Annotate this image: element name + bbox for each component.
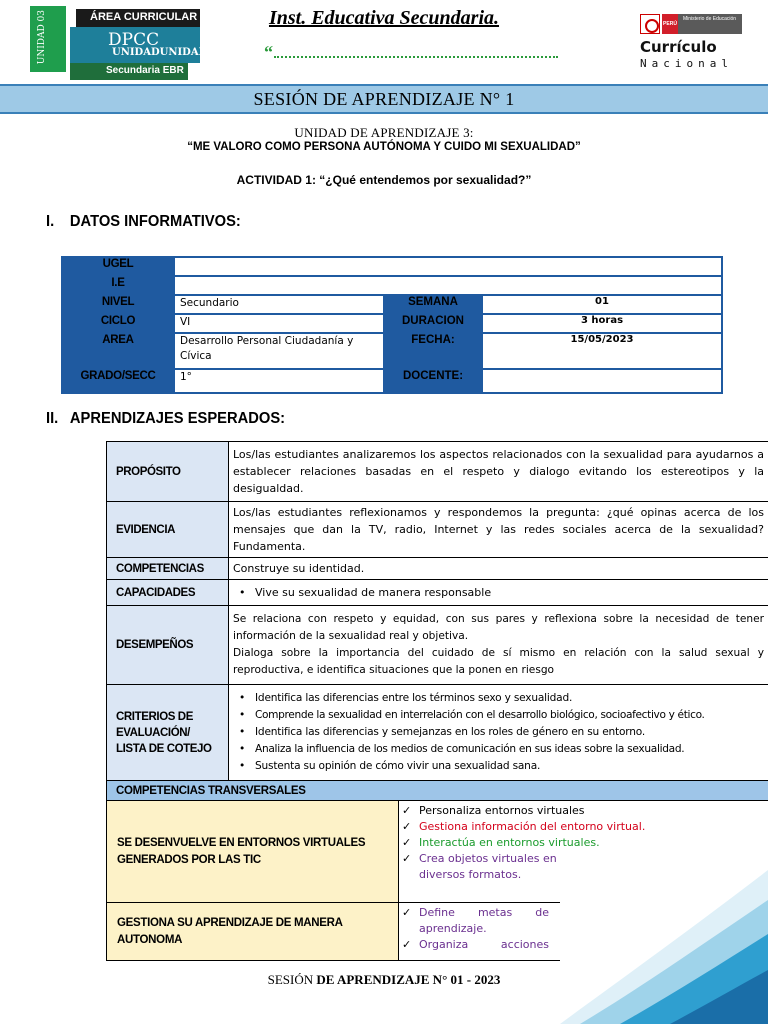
gestiona-competencia-label bbox=[107, 903, 399, 961]
badge-level-label: Secundaria EBR bbox=[70, 63, 188, 80]
criterios-label bbox=[107, 685, 229, 781]
table-row bbox=[107, 580, 768, 606]
list-item: ✓ Gestiona información del entorno virtual. bbox=[399, 819, 768, 835]
table-row bbox=[107, 781, 768, 801]
duracion-label: DURACION bbox=[384, 314, 482, 333]
list-item: ✓ Define metas de aprendizaje. bbox=[399, 905, 549, 937]
badge-unidad-text: UNIDADUNIDADO bbox=[112, 47, 216, 58]
section-aprendizajes-heading bbox=[46, 410, 285, 428]
section-number: II. bbox=[46, 410, 59, 427]
list-item: ✓ Interactúa en entornos virtuales. bbox=[399, 835, 768, 851]
table-row bbox=[62, 276, 722, 295]
section-number: I. bbox=[46, 213, 55, 230]
footer-session-number: DE APRENDIZAJE N° 01 - 2023 bbox=[313, 972, 501, 987]
transversales-header: COMPETENCIAS TRANSVERSALES bbox=[107, 781, 768, 801]
datos-informativos-table bbox=[61, 256, 723, 394]
desempenos-paragraph: Se relaciona con respeto y equidad, con sus pares y reflexiona sobre la necesidad de tener información de la sexualidad real y objetiva. bbox=[233, 613, 765, 642]
ie-value bbox=[174, 276, 722, 295]
fecha-label: FECHA: bbox=[384, 333, 482, 369]
table-row bbox=[107, 606, 768, 685]
table-row bbox=[62, 295, 722, 314]
badge-dpcc-block bbox=[70, 27, 216, 63]
area-value: Desarrollo Personal Ciudadanía y Cívica bbox=[174, 333, 384, 369]
session-title: SESIÓN DE APRENDIZAJE N° 1 bbox=[253, 89, 515, 109]
badge-dpcc-text: DPCC bbox=[108, 30, 160, 50]
duracion-value: 3 horas bbox=[482, 314, 722, 333]
competencias-text: Construye su identidad. bbox=[229, 558, 768, 580]
unit-name: “ME VALORO COMO PERSONA AUTÓNOMA Y CUIDO MI SEXUALIDAD” bbox=[187, 141, 581, 153]
table-row bbox=[107, 442, 768, 502]
motto-dotted-line bbox=[274, 48, 558, 58]
section-title: APRENDIZAJES ESPERADOS: bbox=[69, 410, 286, 427]
list-item: ✓ Crea objetos virtuales en diversos formatos. bbox=[399, 851, 569, 883]
list-item: • Comprende la sexualidad en interrelación con el desarrollo biológico, socioafectivo y ético. bbox=[233, 707, 764, 724]
activity-title: ACTIVIDAD 1: “¿Qué entendemos por sexualidad?” bbox=[236, 173, 532, 187]
logo-nacional-text: Nacional bbox=[640, 57, 733, 70]
list-item: ✓ Personaliza entornos virtuales bbox=[399, 803, 768, 819]
desempenos-label: DESEMPEÑOS bbox=[107, 606, 229, 685]
logo-ministry-label: Ministerio de Educación bbox=[678, 14, 742, 34]
fecha-value: 15/05/2023 bbox=[482, 333, 722, 369]
list-item: • Analiza la influencia de los medios de comunicación en sus ideas sobre la sexualidad. bbox=[233, 741, 764, 758]
ie-label: I.E bbox=[62, 276, 174, 295]
competencias-label: COMPETENCIAS bbox=[107, 558, 229, 580]
list-item: • Identifica las diferencias y semejanzas en los roles de género en su entorno. bbox=[233, 724, 764, 741]
list-item: • Vive su sexualidad de manera responsable bbox=[233, 584, 764, 601]
criterios-label-line: CRITERIOS DE bbox=[116, 710, 193, 723]
motto-quote-mark: “ bbox=[264, 42, 273, 62]
institution-name: Inst. Educativa Secundaria. bbox=[268, 7, 500, 29]
badge-area-label: ÁREA CURRICULAR bbox=[76, 9, 200, 27]
unit-label: UNIDAD DE APRENDIZAJE 3: bbox=[294, 125, 474, 140]
curriculo-nacional-logo bbox=[636, 14, 746, 74]
table-row bbox=[62, 257, 722, 276]
logo-peru-label: PERÚ bbox=[662, 14, 678, 34]
ciclo-value: VI bbox=[174, 314, 384, 333]
nivel-label: NIVEL bbox=[62, 295, 174, 314]
semana-value: 01 bbox=[482, 295, 722, 314]
area-label: AREA bbox=[62, 333, 174, 369]
motto-line bbox=[264, 42, 558, 68]
list-item: ✓ Organiza acciones bbox=[399, 937, 549, 953]
wave-graphic bbox=[560, 860, 768, 1024]
criterios-label-line: EVALUACIÓN/ bbox=[116, 726, 190, 739]
table-row bbox=[107, 558, 768, 580]
evidencia-label: EVIDENCIA bbox=[107, 502, 229, 558]
logo-curriculo-text: Currículo bbox=[640, 38, 717, 56]
tic-label-line: GENERADOS POR LAS TIC bbox=[117, 853, 261, 866]
grado-value: 1° bbox=[174, 369, 384, 393]
section-datos-heading bbox=[46, 213, 241, 231]
nivel-value: Secundario bbox=[174, 295, 384, 314]
corner-wave-decoration bbox=[560, 860, 768, 1024]
section-title: DATOS INFORMATIVOS: bbox=[69, 213, 241, 230]
capacidades-label: CAPACIDADES bbox=[107, 580, 229, 606]
session-title-band bbox=[0, 84, 768, 114]
tic-competencia-label bbox=[107, 801, 399, 903]
criterios-cell bbox=[229, 685, 768, 781]
docente-value bbox=[482, 369, 722, 393]
badge-unit-text: UNIDAD 03 bbox=[37, 10, 47, 65]
desempenos-cell bbox=[229, 606, 768, 685]
footer-prefix: SESIÓN bbox=[267, 972, 314, 987]
grado-label: GRADO/SECC bbox=[62, 369, 174, 393]
table-row bbox=[107, 502, 768, 558]
page-header bbox=[0, 0, 768, 84]
table-row bbox=[62, 314, 722, 333]
list-item: • Identifica las diferencias entre los términos sexo y sexualidad. bbox=[233, 690, 764, 707]
desempenos-paragraph: Dialoga sobre la importancia del cuidado de sí mismo en relación con la salud sexual y reproductiva, e identifica situaciones que la ponen en riesgo bbox=[233, 647, 765, 676]
peru-shield-icon bbox=[640, 14, 660, 34]
ciclo-label: CICLO bbox=[62, 314, 174, 333]
gestiona-label-line: AUTONOMA bbox=[117, 933, 183, 946]
page-footer bbox=[0, 972, 768, 988]
table-row bbox=[107, 685, 768, 781]
capacidades-cell bbox=[229, 580, 768, 606]
proposito-label: PROPÓSITO bbox=[107, 442, 229, 502]
list-item: • Sustenta su opinión de cómo vivir una sexualidad sana. bbox=[233, 758, 764, 775]
ugel-label: UGEL bbox=[62, 257, 174, 276]
ugel-value bbox=[174, 257, 722, 276]
tic-label-line: SE DESENVUELVE EN ENTORNOS VIRTUALES bbox=[117, 836, 366, 849]
gestiona-label-line: GESTIONA SU APRENDIZAJE DE MANERA bbox=[117, 916, 343, 929]
proposito-text: Los/las estudiantes analizaremos los aspectos relacionados con la sexualidad para ayudarnos a establecer relaciones basadas en el respeto y dialogo evitando los estereotipos y la desigualdad. bbox=[229, 442, 768, 502]
table-row bbox=[62, 333, 722, 369]
semana-label: SEMANA bbox=[384, 295, 482, 314]
docente-label: DOCENTE: bbox=[384, 369, 482, 393]
criterios-label-line: LISTA DE COTEJO bbox=[116, 742, 212, 755]
table-row bbox=[62, 369, 722, 393]
evidencia-text: Los/las estudiantes reflexionamos y respondemos la pregunta: ¿qué opinas acerca de los mensajes que dan la TV, radio, Internet y las redes sociales acerca de la sexualidad? Fundamenta. bbox=[229, 502, 768, 558]
